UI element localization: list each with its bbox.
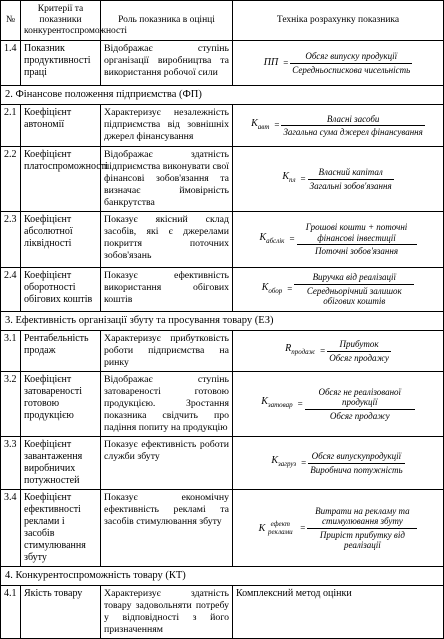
row-criterion: Показник продуктивності праці	[21, 41, 101, 86]
table-row	[1, 586, 444, 639]
row-formula: $К_{загруз}$ = $\frac{\text{Обсяг випускупродукції}}{\text{Виробнича потужність}}$	[233, 437, 444, 490]
row-criterion: Коефіцієнт платоспроможності	[21, 147, 101, 212]
formula-denominator: Обсяг продажу	[329, 410, 390, 421]
row-criterion: Коефіцієнт оборотності обігових коштів	[21, 268, 101, 312]
table-row	[1, 41, 444, 86]
row-num: 2.4	[1, 268, 21, 312]
formula-numerator: Власні засоби	[281, 114, 424, 127]
header-technique: Техніка розрахунку показника	[233, 1, 444, 41]
row-formula: $К_{обор}$ = $\frac{\text{Виручка від реалізації}}{\text{Середньорічний залишок обігових коштів}}$	[233, 268, 444, 312]
row-num: 4.1	[1, 586, 21, 639]
row-criterion: Коефіцієнт затовареності готовою продукцією	[21, 372, 101, 437]
row-formula: $К_{пл}$ = $\frac{\text{Власний капітал}}{\text{Загальні зобов'язання}}$	[233, 147, 444, 212]
row-num: 3.4	[1, 490, 21, 567]
formula-denominator: Середньорічний залишок обігових коштів	[306, 285, 402, 307]
formula-denominator: Виробнича потужність	[310, 464, 403, 475]
row-criterion: Коефіцієнт завантаження виробничих потужностей	[21, 437, 101, 490]
formula-denominator: Приріст прибутку від реалізації	[319, 529, 405, 550]
formula-numerator: Виручка від реалізації	[294, 272, 414, 285]
row-technique: Комплексний метод оцінки	[233, 586, 444, 639]
section-title: 4. Конкурентоспроможність товару (КТ)	[1, 567, 444, 586]
formula-denominator: Обсяг продажу	[329, 352, 389, 363]
row-num: 2.1	[1, 105, 21, 147]
row-role: Відображає здатність підприємства виконувати свої фінансові зобов'язання та визначає ймовірність банкрутства	[101, 147, 233, 212]
row-num: 1.4	[1, 41, 21, 86]
formula-lhs: $К_{абслік}$	[259, 231, 285, 245]
formula-lhs: К $_{ефект реклами}$	[258, 520, 293, 536]
header-role: Роль показника в оцінці	[101, 1, 233, 41]
table-row	[1, 105, 444, 147]
section-row	[1, 312, 444, 331]
row-criterion: Якість товару	[21, 586, 101, 639]
row-formula: $К_{затовар}$ = $\frac{\text{Обсяг не реалізованої продукції}}{\text{Обсяг продажу}}$	[233, 372, 444, 437]
row-role: Характеризує здатність товару задовольняти потребу у відповідності з його призначенням	[101, 586, 233, 639]
formula-lhs: $К_{затовар}$	[261, 396, 293, 410]
row-num: 2.2	[1, 147, 21, 212]
row-num: 3.2	[1, 372, 21, 437]
formula-denominator: Загальні зобов'язання	[309, 180, 392, 191]
row-criterion: Коефіцієнт абсолютної ліквідності	[21, 212, 101, 268]
table-row	[1, 268, 444, 312]
row-role: Характеризує прибутковість роботи підприємства на ринку	[101, 331, 233, 372]
table-row	[1, 372, 444, 437]
row-role: Показує ефективність використання обігових коштів	[101, 268, 233, 312]
formula-numerator: Грошові кошти + поточні фінансові інвестиції	[297, 222, 417, 245]
formula-lhs: ПП	[263, 56, 279, 68]
formula-lhs: $К_{загруз}$	[271, 455, 297, 469]
row-formula: К $_{ефект реклами}$ = $\frac{\text{Витрати на рекламу та стимулювання збуту}}{\text{Приріст прибутку від реалізації}}$	[233, 490, 444, 567]
row-role: Показує економічну ефективність рекламі та засобів стимулювання збуту	[101, 490, 233, 567]
formula-denominator: Поточні зобов'язання	[314, 246, 399, 257]
formula-numerator: Прибуток	[327, 339, 391, 352]
row-formula: ПП = $\frac{\text{Обсяг випуску продукції}}{\text{Середньоспискова чисельність}}$	[233, 41, 444, 86]
table-row	[1, 437, 444, 490]
formula-numerator: Обсяг випускупродукції	[308, 451, 404, 464]
header-criteria: Критерії та показники конкурентоспроможності	[21, 1, 101, 41]
formula-lhs: $R_{продаж}$	[285, 343, 316, 357]
table-row	[1, 147, 444, 212]
formula-numerator: Обсяг випуску продукції	[290, 51, 412, 64]
row-num: 2.3	[1, 212, 21, 268]
section-row	[1, 567, 444, 586]
row-formula: $R_{продаж}$ = $\frac{\text{Прибуток}}{\text{Обсяг продажу}}$	[233, 331, 444, 372]
row-role: Показує ефективність роботи служби збуту	[101, 437, 233, 490]
formula-numerator: Власний капітал	[308, 167, 394, 180]
header-num: №	[1, 1, 21, 41]
header-row	[1, 1, 444, 41]
table-row	[1, 212, 444, 268]
row-role: Відображає ступінь організації виробництва та використання робочої сили	[101, 41, 233, 86]
row-role: Показує якісний склад засобів, які є джерелами покриття поточних зобов'язань	[101, 212, 233, 268]
formula-denominator: Середньоспискова чисельність	[292, 64, 411, 75]
row-formula: $К_{абслік}$ = $\frac{\text{Грошові кошти + поточні фінансові інвестиції}}{\text{Поточні зобов'язання}}$	[233, 212, 444, 268]
row-num: 3.3	[1, 437, 21, 490]
section-title: 2. Фінансове положення підприємства (ФП)	[1, 86, 444, 105]
row-role: Характеризує незалежність підприємства від зовнішніх джерел фінансування	[101, 105, 233, 147]
formula-denominator: Загальна сума джерел фінансування	[283, 127, 423, 137]
section-title: 3. Ефективність організації збуту та просування товару (ЕЗ)	[1, 312, 444, 331]
formula-numerator: Обсяг не реалізованої продукції	[305, 387, 415, 410]
row-criterion: Коефіцієнт автономії	[21, 105, 101, 147]
formula-lhs: $К_{обор}$	[261, 281, 283, 295]
formula-lhs: $К_{пл}$	[282, 171, 296, 185]
table-row	[1, 331, 444, 372]
row-role: Відображає ступінь затовареності готовою продукцією. Зростання показника свідчить про падіння попиту на продукцію	[101, 372, 233, 437]
section-row	[1, 86, 444, 105]
formula-lhs: $К_{авт}$	[251, 117, 270, 131]
row-formula: $К_{авт}$ = $\frac{\text{Власні засоби}}{\text{Загальна сума джерел фінансування}}$	[233, 105, 444, 147]
row-criterion: Рентабельність продаж	[21, 331, 101, 372]
row-num: 3.1	[1, 331, 21, 372]
formula-numerator: Витрати на рекламу та стимулювання збуту	[307, 506, 417, 529]
table-row	[1, 490, 444, 567]
row-criterion: Коефіцієнт ефективності реклами і засобів стимулювання збуту	[21, 490, 101, 567]
